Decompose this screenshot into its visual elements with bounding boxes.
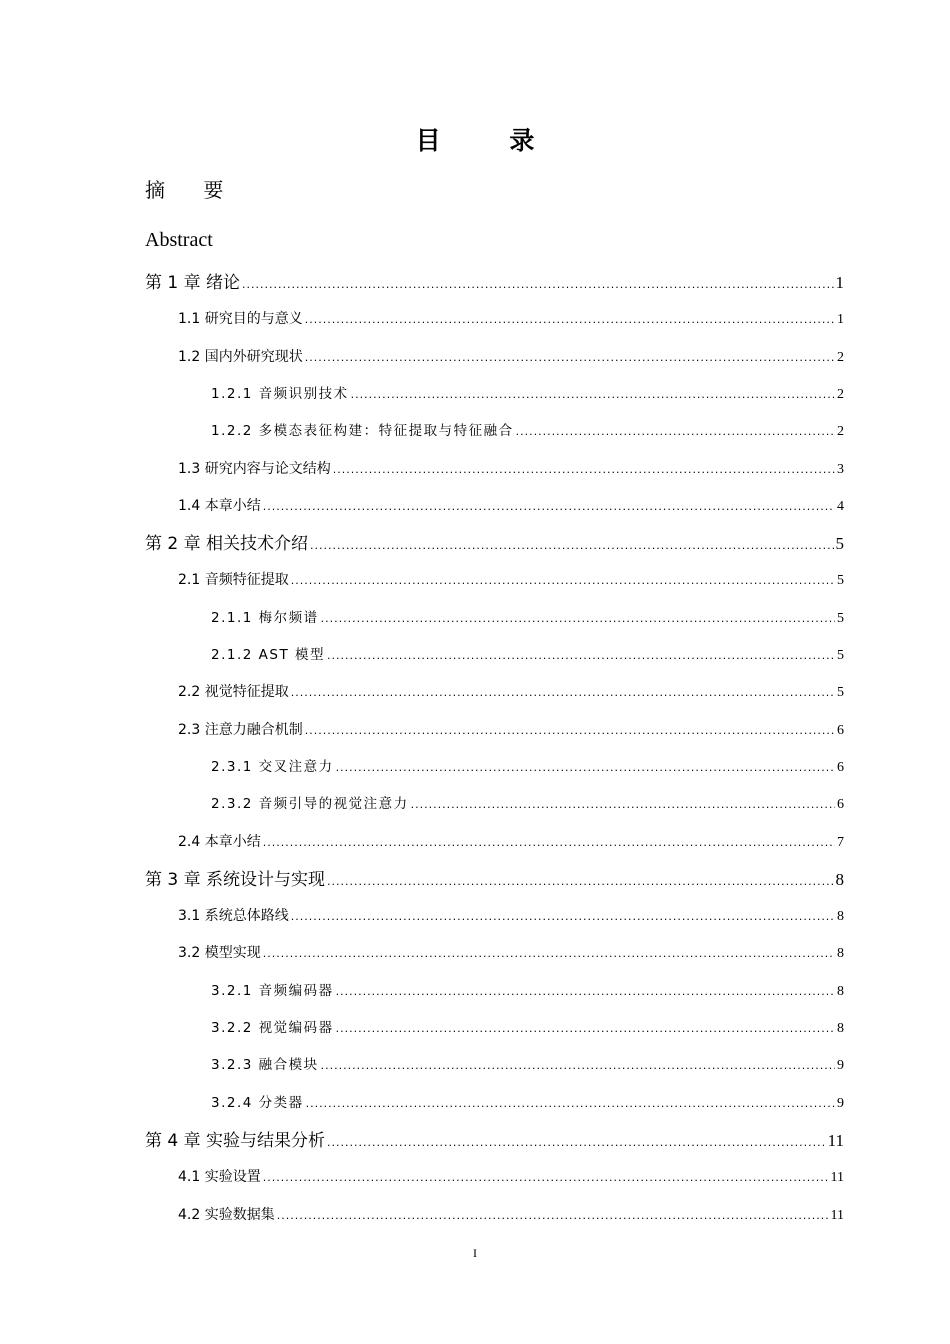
toc-entry-label: 第 1 章 绪论 bbox=[145, 273, 241, 293]
toc-entry bbox=[145, 525, 844, 562]
toc-entry-page: 8 bbox=[837, 909, 844, 925]
toc-entry-label: 第 4 章 实验与结果分析 bbox=[145, 1130, 326, 1151]
toc-entry-page: 8 bbox=[835, 869, 844, 889]
toc-entry bbox=[178, 712, 844, 749]
toc-entry-label: 2.3 注意力融合机制 bbox=[178, 721, 303, 738]
toc-leader-dots bbox=[411, 786, 835, 823]
toc-entry-page: 11 bbox=[827, 1130, 844, 1150]
toc-entry-label: 2.4 本章小结 bbox=[178, 833, 261, 850]
toc-entry bbox=[211, 1047, 844, 1084]
abstract-en-heading: Abstract bbox=[145, 229, 213, 251]
toc-leader-dots bbox=[336, 749, 835, 786]
toc-entry-label: 3.1 系统总体路线 bbox=[178, 908, 289, 925]
toc-entry-label: 1.2.1 音频识别技术 bbox=[211, 385, 349, 402]
toc-entry-page: 8 bbox=[837, 983, 844, 999]
toc-entry-label: 3.2.4 分类器 bbox=[211, 1094, 304, 1111]
page-title: 目 录 bbox=[415, 126, 565, 155]
toc-entry bbox=[211, 1010, 844, 1047]
toc-entry bbox=[178, 562, 844, 599]
toc-entry bbox=[178, 674, 844, 711]
toc-entry-label: 3.2.1 音频编码器 bbox=[211, 982, 334, 999]
toc-leader-dots bbox=[321, 600, 835, 637]
toc-entry-page: 5 bbox=[837, 573, 844, 589]
toc-entry-label: 1.4 本章小结 bbox=[178, 497, 261, 514]
toc-leader-dots bbox=[336, 973, 835, 1010]
toc-leader-dots bbox=[263, 1159, 829, 1196]
toc-entry-label: 4.1 实验设置 bbox=[178, 1169, 261, 1186]
toc-entry bbox=[211, 637, 844, 674]
abstract-cn-heading: 摘 要 bbox=[145, 178, 240, 202]
toc-entry-page: 11 bbox=[830, 1207, 844, 1223]
toc-entry-label: 第 2 章 相关技术介绍 bbox=[145, 534, 309, 555]
toc-entry-page: 5 bbox=[837, 610, 844, 626]
toc-leader-dots bbox=[327, 637, 835, 674]
toc-leader-dots bbox=[305, 301, 835, 338]
toc-entry bbox=[211, 749, 844, 786]
toc-entry-page: 8 bbox=[837, 1021, 844, 1036]
toc-entry-page: 5 bbox=[837, 685, 844, 701]
toc-entry bbox=[178, 1159, 844, 1196]
toc-entry-label: 3.2.2 视觉编码器 bbox=[211, 1020, 334, 1036]
toc-entry-page: 2 bbox=[837, 386, 844, 402]
toc-leader-dots bbox=[291, 562, 835, 599]
toc-leader-dots bbox=[305, 339, 835, 376]
toc-leader-dots bbox=[516, 413, 835, 450]
toc-entry-label: 1.2 国内外研究现状 bbox=[178, 348, 303, 365]
toc-entry bbox=[211, 786, 844, 823]
toc-entry-page: 5 bbox=[835, 534, 844, 554]
toc-entry-page: 6 bbox=[837, 759, 844, 775]
toc-entry bbox=[178, 301, 844, 338]
toc-leader-dots bbox=[336, 1010, 835, 1047]
toc-leader-dots bbox=[351, 376, 835, 413]
toc-entry bbox=[145, 264, 844, 301]
toc-leader-dots bbox=[305, 712, 835, 749]
toc-entry-label: 3.2.3 融合模块 bbox=[211, 1057, 319, 1074]
toc-entry-page: 9 bbox=[837, 1058, 844, 1074]
toc-leader-dots bbox=[263, 488, 835, 525]
toc-entry-page: 1 bbox=[835, 273, 844, 292]
toc-entry-page: 3 bbox=[837, 461, 844, 477]
toc-entry-label: 2.1.2 AST 模型 bbox=[211, 647, 325, 663]
toc-leader-dots bbox=[291, 674, 835, 711]
toc-entry bbox=[211, 376, 844, 413]
page-number: I bbox=[473, 1246, 477, 1260]
toc-entry bbox=[211, 600, 844, 637]
toc-leader-dots bbox=[291, 898, 835, 935]
toc-entry-label: 4.2 实验数据集 bbox=[178, 1206, 275, 1223]
toc-entry bbox=[145, 1122, 844, 1159]
toc-leader-dots bbox=[277, 1197, 829, 1234]
toc-entry-label: 2.3.2 音频引导的视觉注意力 bbox=[211, 796, 409, 813]
toc-entry bbox=[145, 861, 844, 898]
toc-entry-label: 1.2.2 多模态表征构建：特征提取与特征融合 bbox=[211, 423, 514, 440]
toc-entry bbox=[211, 1085, 844, 1122]
toc-entry bbox=[178, 898, 844, 935]
toc-entry-label: 3.2 模型实现 bbox=[178, 945, 261, 962]
toc-entry-label: 2.1 音频特征提取 bbox=[178, 572, 289, 589]
toc-leader-dots bbox=[321, 1047, 835, 1084]
toc-entry-label: 第 3 章 系统设计与实现 bbox=[145, 869, 326, 890]
toc-leader-dots bbox=[263, 935, 835, 972]
toc-entry bbox=[178, 451, 844, 488]
toc-entry bbox=[178, 1197, 844, 1234]
toc-entry-page: 1 bbox=[837, 312, 844, 328]
toc-entry-label: 2.1.1 梅尔频谱 bbox=[211, 609, 319, 626]
toc-entry-label: 2.3.1 交叉注意力 bbox=[211, 758, 334, 775]
toc-entry-label: 2.2 视觉特征提取 bbox=[178, 684, 289, 701]
toc-entry bbox=[178, 824, 844, 861]
toc-entry bbox=[178, 488, 844, 525]
toc-entry bbox=[211, 973, 844, 1010]
toc-entry-page: 5 bbox=[837, 648, 844, 663]
toc-entry bbox=[178, 935, 844, 972]
toc-leader-dots bbox=[327, 863, 833, 900]
toc-leader-dots bbox=[306, 1085, 835, 1122]
toc-entry-page: 11 bbox=[830, 1170, 844, 1186]
toc-leader-dots bbox=[242, 266, 833, 303]
toc-leader-dots bbox=[263, 824, 835, 861]
toc-entry-label: 1.1 研究目的与意义 bbox=[178, 311, 303, 328]
toc-entry-page: 6 bbox=[837, 722, 844, 738]
toc-entry-page: 6 bbox=[837, 797, 844, 813]
toc-entry-label: 1.3 研究内容与论文结构 bbox=[178, 460, 331, 477]
toc-entry-page: 7 bbox=[837, 834, 844, 850]
toc-entry-page: 2 bbox=[837, 424, 844, 440]
toc-entry bbox=[211, 413, 844, 450]
toc-entry-page: 8 bbox=[837, 946, 844, 962]
toc-leader-dots bbox=[310, 527, 833, 564]
toc-entry bbox=[178, 339, 844, 376]
toc-entry-page: 2 bbox=[837, 349, 844, 365]
toc-leader-dots bbox=[333, 451, 835, 488]
toc-entry-page: 4 bbox=[837, 498, 844, 514]
toc-leader-dots bbox=[327, 1124, 826, 1161]
toc-entry-page: 9 bbox=[837, 1095, 844, 1111]
